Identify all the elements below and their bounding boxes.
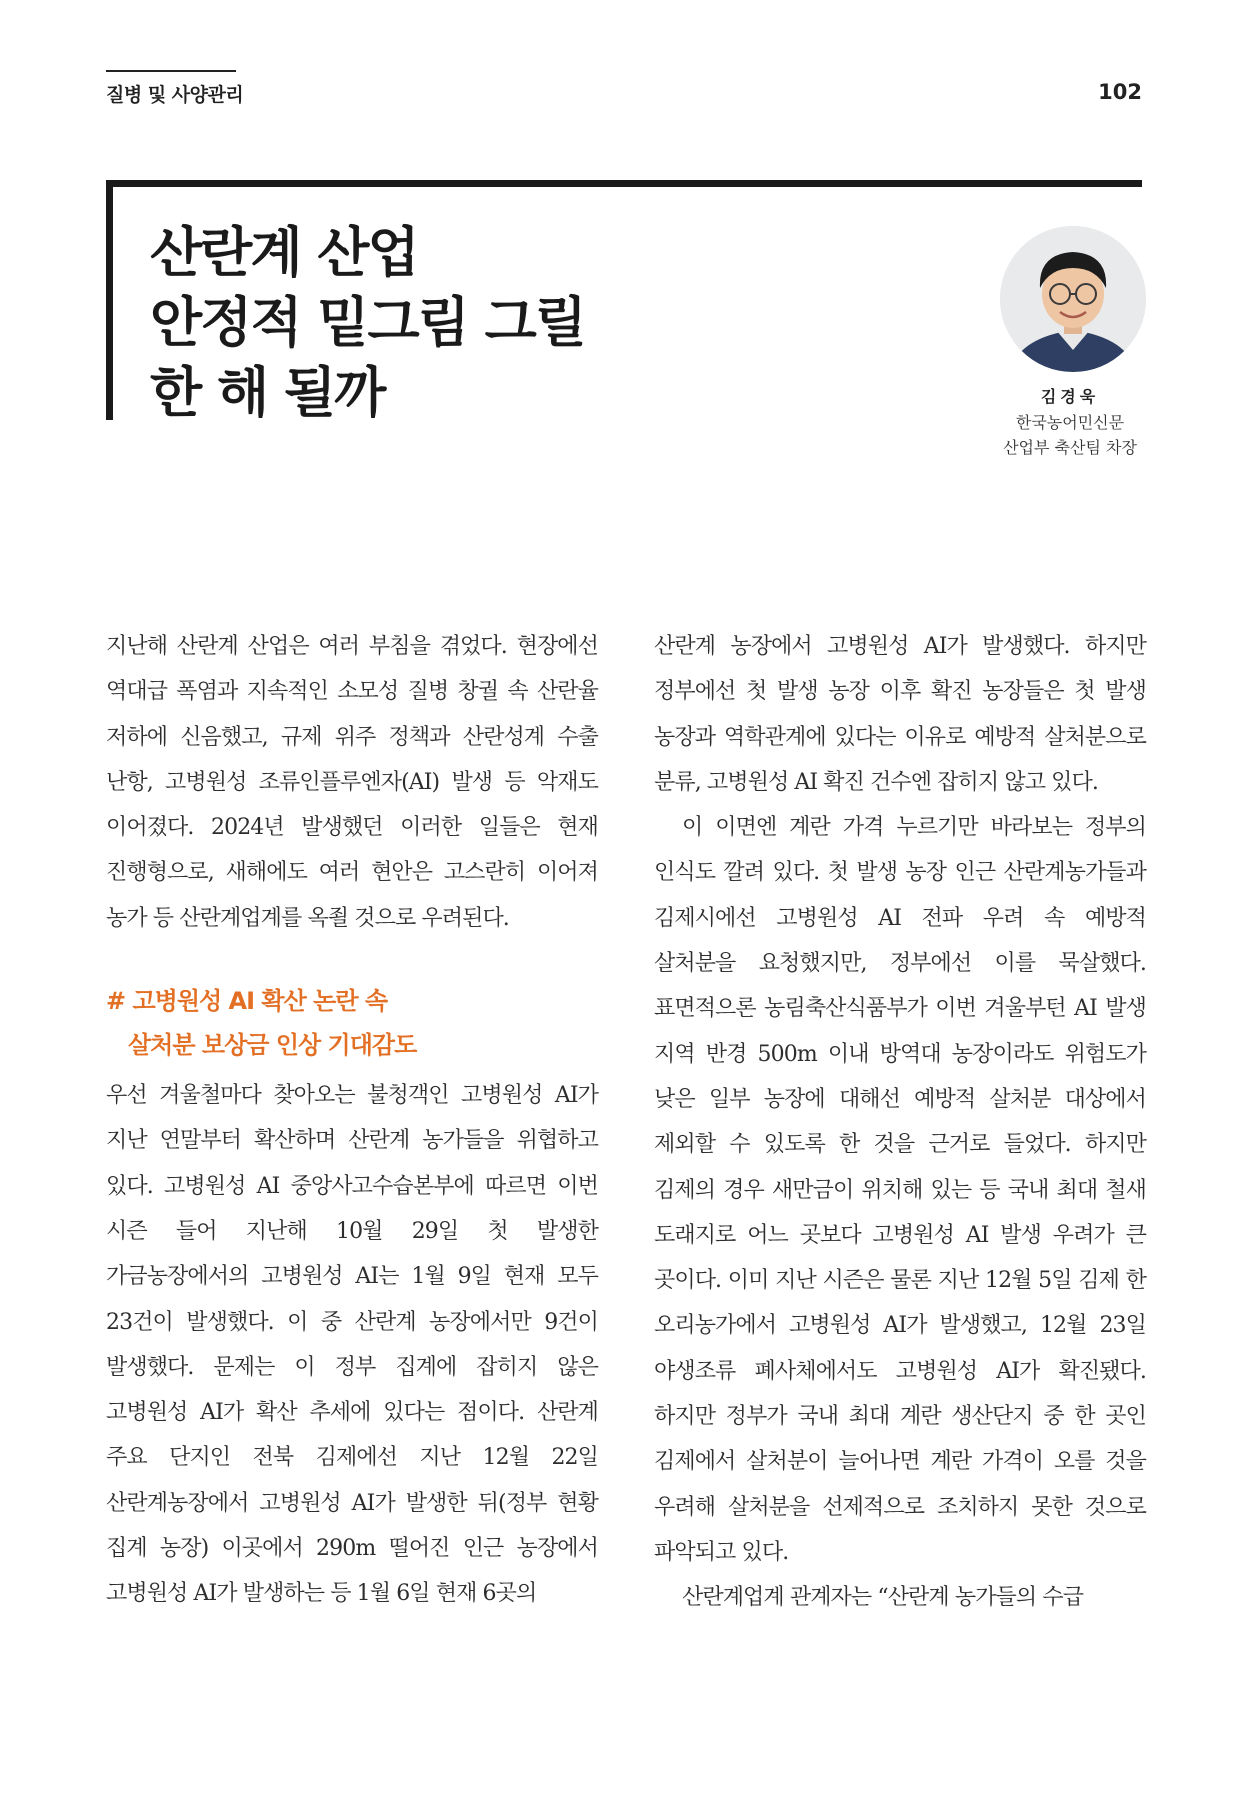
- body-paragraph: 이 이면엔 계란 가격 누르기만 바라보는 정부의 인식도 깔려 있다. 첫 발생 농장 인근 산란계농가들과 김제시에선 고병원성 AI 전파 우려 속 예방적 살처분을 요청했지만, 정부에선 이를 묵살했다. 표면적으론 농림축산식품부가 이번 겨울부턴 AI 발생 지역 반경 500m 이내 방역대 농장이라도 위험도가 낮은 일부 농장에 대해선 예방적 살처분 대상에서 제외할 수 있도록 한 것을 근거로 들었다. 하지만 김제의 경우 새만금이 위치해 있는 등 국내 최대 철새 도래지로 어느 곳보다 고병원성 AI 발생 우려가 큰 곳이다. 이미 지난 시즌은 물론 지난 12월 5일 김제 한 오리농가에서 고병원성 AI가 발생했고, 12월 23일 야생조류 폐사체에서도 고병원성 AI가 확진됐다. 하지만 정부가 국내 최대 계란 생산단지 중 한 곳인 김제에서 살처분이 늘어나면 계란 가격이 오를 것을 우려해 살처분을 선제적으로 조치하지 못한 것으로 파악되고 있다.: [654, 815, 1146, 1565]
- author-photo: [1000, 226, 1146, 372]
- body-paragraph: 산란계업계 관계자는 “산란계 농가들의 수급: [682, 1585, 1084, 1611]
- body-paragraph: 우선 겨울철마다 찾아오는 불청객인 고병원성 AI가 지난 연말부터 확산하며 산란계 농가들을 위협하고 있다. 고병원성 AI 중앙사고수습본부에 따르면 이번 시즌 들어 지난해 10월 29일 첫 발생한 가금농장에서의 고병원성 AI는 1월 9일 현재 모두 23건이 발생했다. 이 중 산란계 농장에서만 9건이 발생했다. 문제는 이 정부 집계에 잡히지 않은 고병원성 AI가 확산 추세에 있다는 점이다. 산란계 주요 단지인 전북 김제에선 지난 12월 22일 산란계농장에서 고병원성 AI가 발생한 뒤(정부 현황 집계 농장) 이곳에서 290m 떨어진 인근 농장에서 고병원성 AI가 발생하는 등 1월 6일 현재 6곳의: [106, 1083, 598, 1607]
- author-organization: 한국농어민신문: [1015, 413, 1125, 432]
- article-column-left: [106, 624, 598, 1617]
- author-portrait-icon: [1000, 226, 1146, 372]
- title-line-2: 안정적 밑그림 그릴: [150, 291, 585, 354]
- body-paragraph: 산란계 농장에서 고병원성 AI가 발생했다. 하지만 정부에선 첫 발생 농장 이후 확진 농장들은 첫 발생 농장과 역학관계에 있다는 이유로 예방적 살처분으로 분류, 고병원성 AI 확진 건수엔 잡히지 않고 있다.: [654, 634, 1146, 795]
- author-name: 김경욱: [1040, 387, 1100, 406]
- author-position: 산업부 축산팀 차장: [1003, 438, 1137, 457]
- subheading: [106, 979, 598, 1067]
- title-frame-left: [106, 180, 113, 420]
- section-label: 질병 및 사양관리: [106, 84, 244, 106]
- title-line-1: 산란계 산업: [150, 221, 418, 284]
- article-title: [150, 218, 585, 428]
- intro-paragraph: 지난해 산란계 산업은 여러 부침을 겪었다. 현장에선 역대급 폭염과 지속적인 소모성 질병 창궐 속 산란율 저하에 신음했고, 규제 위주 정책과 산란성계 수출 난항, 고병원성 조류인플루엔자(AI) 발생 등 악재도 이어졌다. 2024년 발생했던 이러한 일들은 현재 진행형으로, 새해에도 여러 현안은 고스란히 이어져 농가 등 산란계업계를 옥죌 것으로 우려된다.: [106, 634, 598, 931]
- header-rule: [106, 70, 236, 72]
- title-frame-top: [106, 180, 1142, 187]
- title-line-3: 한 해 될까: [150, 361, 385, 424]
- subheading-line-2: 살처분 보상금 인상 기대감도: [128, 1031, 417, 1060]
- page-number: 102: [1098, 80, 1142, 104]
- article-column-right: [654, 624, 1146, 1621]
- subheading-line-1: # 고병원성 AI 확산 논란 속: [106, 987, 388, 1016]
